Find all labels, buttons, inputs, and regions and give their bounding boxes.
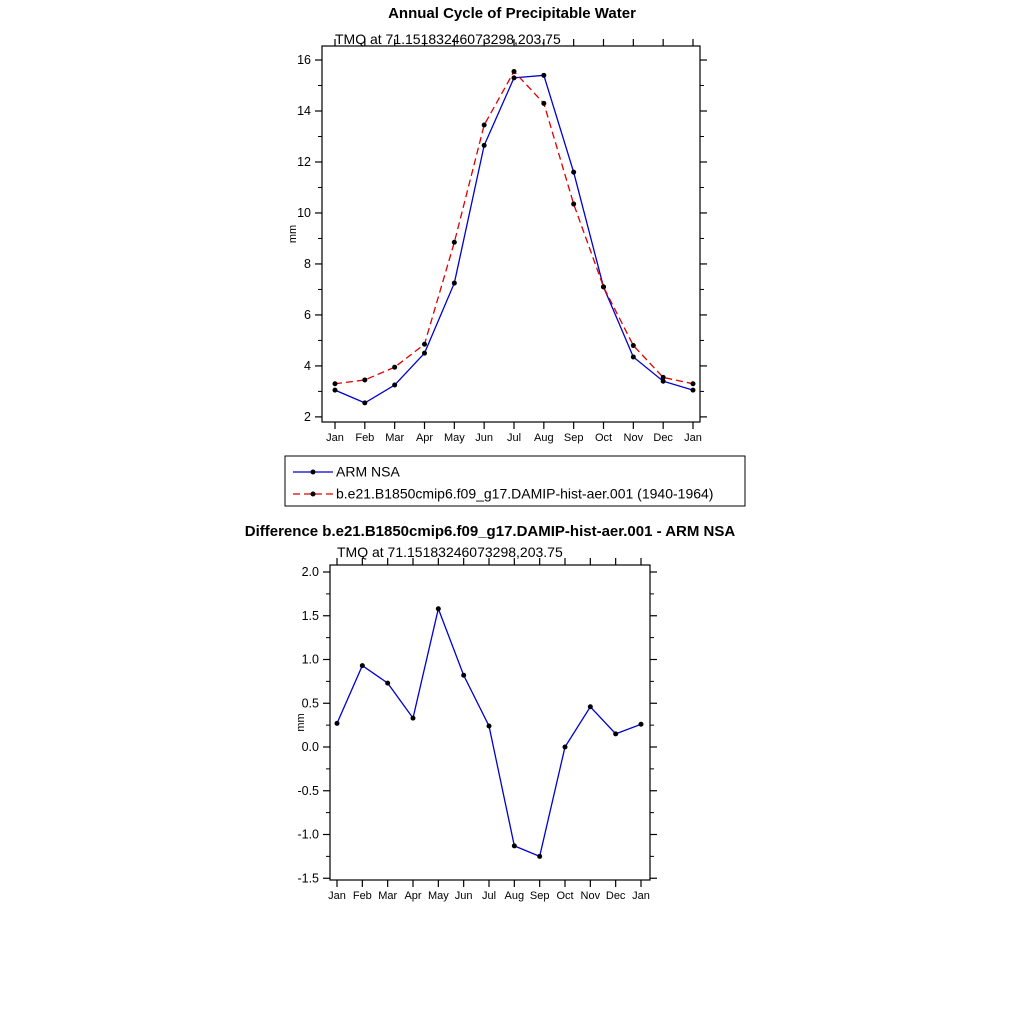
- y-axis-label: mm: [295, 713, 307, 732]
- series-b-e21-b1850cmip6-f09-g17-damip-hist-aer-marker: [392, 365, 397, 370]
- y-axis: [297, 53, 707, 424]
- series-arm-nsa-marker: [452, 281, 457, 286]
- x-tick-label: Oct: [556, 890, 574, 902]
- x-tick-label: May: [427, 890, 449, 902]
- x-tick-label: Oct: [594, 432, 613, 444]
- series-arm-nsa-line: [335, 75, 693, 403]
- y-tick-label: 14: [297, 104, 311, 119]
- legend-label: ARM NSA: [336, 463, 400, 480]
- y-tick-label: 8: [304, 256, 311, 271]
- series-difference-marker: [512, 843, 517, 848]
- x-tick-label: Sep: [563, 432, 584, 444]
- series-b-e21-b1850cmip6-f09-g17-damip-hist-aer-marker: [333, 381, 338, 386]
- legend-marker: [311, 492, 316, 497]
- series-b-e21-b1850cmip6-f09-g17-damip-hist-aer-line: [335, 71, 693, 383]
- series-b-e21-b1850cmip6-f09-g17-damip-hist-aer-marker: [601, 284, 606, 289]
- x-tick-label: Sep: [529, 890, 550, 902]
- x-tick-label: Apr: [415, 432, 434, 444]
- annual-cycle-plot: [287, 39, 707, 444]
- series-b-e21-b1850cmip6-f09-g17-damip-hist-aer-marker: [571, 202, 576, 207]
- annual-cycle-title: Annual Cycle of Precipitable Water: [388, 5, 636, 22]
- x-tick-label: Jan: [632, 890, 650, 902]
- x-tick-label: Dec: [605, 890, 626, 902]
- series-arm-nsa-marker: [631, 354, 636, 359]
- series-arm-nsa-marker: [482, 143, 487, 148]
- difference-subtitle: TMQ at 71.15183246073298,203.75: [337, 544, 563, 560]
- y-tick-label: 1.0: [301, 652, 319, 667]
- series-difference-marker: [411, 716, 416, 721]
- series-difference-marker: [563, 745, 568, 750]
- x-tick-label: Nov: [623, 432, 644, 444]
- y-tick-label: 2.0: [301, 565, 319, 579]
- series-b-e21-b1850cmip6-f09-g17-damip-hist-aer-marker: [661, 375, 666, 380]
- x-tick-label: Aug: [534, 432, 554, 444]
- series-difference-marker: [487, 724, 492, 729]
- series-difference-marker: [537, 854, 542, 859]
- y-tick-label: -1.5: [297, 871, 319, 886]
- y-tick-label: 10: [297, 205, 311, 220]
- y-tick-label: -0.5: [297, 783, 319, 798]
- series-difference-marker: [385, 681, 390, 686]
- annual-cycle-subtitle: TMQ at 71.15183246073298,203.75: [335, 31, 561, 47]
- series-b-e21-b1850cmip6-f09-g17-damip-hist-aer-marker: [362, 377, 367, 382]
- difference-plot: [295, 558, 657, 902]
- x-tick-label: Jan: [328, 890, 346, 902]
- series-arm-nsa: [333, 73, 696, 406]
- series-b-e21-b1850cmip6-f09-g17-damip-hist-aer-marker: [422, 342, 427, 347]
- series-difference-marker: [588, 704, 593, 709]
- x-tick-label: Mar: [378, 890, 398, 902]
- x-tick-label: Nov: [580, 890, 601, 902]
- y-tick-label: 4: [304, 358, 311, 373]
- y-tick-label: 1.5: [301, 608, 319, 623]
- x-tick-label: Feb: [352, 890, 372, 902]
- series-b-e21-b1850cmip6-f09-g17-damip-hist-aer-marker: [452, 240, 457, 245]
- y-tick-label: 16: [297, 53, 311, 68]
- x-tick-label: Jun: [475, 432, 494, 444]
- series-b-e21-b1850cmip6-f09-g17-damip-hist-aer-marker: [691, 381, 696, 386]
- legend-marker: [311, 470, 316, 475]
- series-arm-nsa-marker: [422, 351, 427, 356]
- x-tick-label: Feb: [355, 432, 375, 444]
- x-tick-label: Apr: [404, 890, 422, 902]
- series-b-e21-b1850cmip6-f09-g17-damip-hist-aer: [333, 69, 696, 386]
- y-tick-label: 2: [304, 409, 311, 424]
- series-arm-nsa-marker: [571, 170, 576, 175]
- series-difference-marker: [360, 663, 365, 668]
- series-difference-marker: [639, 722, 644, 727]
- series-arm-nsa-marker: [541, 73, 546, 78]
- x-tick-label: Aug: [504, 890, 525, 902]
- series-arm-nsa-marker: [362, 400, 367, 405]
- x-axis: [328, 558, 650, 902]
- series-b-e21-b1850cmip6-f09-g17-damip-hist-aer-marker: [512, 69, 517, 74]
- series-difference-marker: [436, 606, 441, 611]
- x-tick-label: Jan: [326, 432, 344, 444]
- series-arm-nsa-marker: [512, 75, 517, 80]
- legend-label: b.e21.B1850cmip6.f09_g17.DAMIP-hist-aer.001 (1940-1964): [336, 485, 714, 502]
- series-b-e21-b1850cmip6-f09-g17-damip-hist-aer-marker: [482, 123, 487, 128]
- y-tick-label: -1.0: [297, 827, 319, 842]
- series-b-e21-b1850cmip6-f09-g17-damip-hist-aer-marker: [541, 101, 546, 106]
- y-tick-label: 6: [304, 307, 311, 322]
- y-tick-label: 12: [297, 154, 311, 169]
- x-tick-label: Jan: [684, 432, 702, 444]
- series-difference-marker: [613, 731, 618, 736]
- series-difference-marker: [461, 673, 466, 678]
- legend: [285, 456, 745, 506]
- series-difference-marker: [335, 721, 340, 726]
- x-axis: [326, 39, 702, 444]
- series-b-e21-b1850cmip6-f09-g17-damip-hist-aer-marker: [631, 343, 636, 348]
- x-tick-label: Jun: [454, 890, 473, 902]
- series-difference-line: [337, 609, 641, 857]
- y-tick-label: 0.5: [301, 696, 319, 711]
- x-tick-label: Jul: [506, 432, 522, 444]
- y-axis-label: mm: [287, 224, 299, 244]
- series-arm-nsa-marker: [333, 388, 338, 393]
- x-tick-label: Dec: [653, 432, 673, 444]
- series-arm-nsa-marker: [392, 383, 397, 388]
- x-tick-label: May: [443, 432, 465, 444]
- y-axis: [297, 565, 657, 885]
- difference-title: Difference b.e21.B1850cmip6.f09_g17.DAMIP-hist-aer.001 - ARM NSA: [244, 523, 736, 540]
- plot-frame: [330, 565, 650, 880]
- series-difference: [335, 606, 644, 859]
- x-tick-label: Mar: [385, 432, 405, 444]
- series-arm-nsa-marker: [691, 388, 696, 393]
- x-tick-label: Jul: [481, 890, 497, 902]
- y-tick-label: 0.0: [301, 740, 319, 754]
